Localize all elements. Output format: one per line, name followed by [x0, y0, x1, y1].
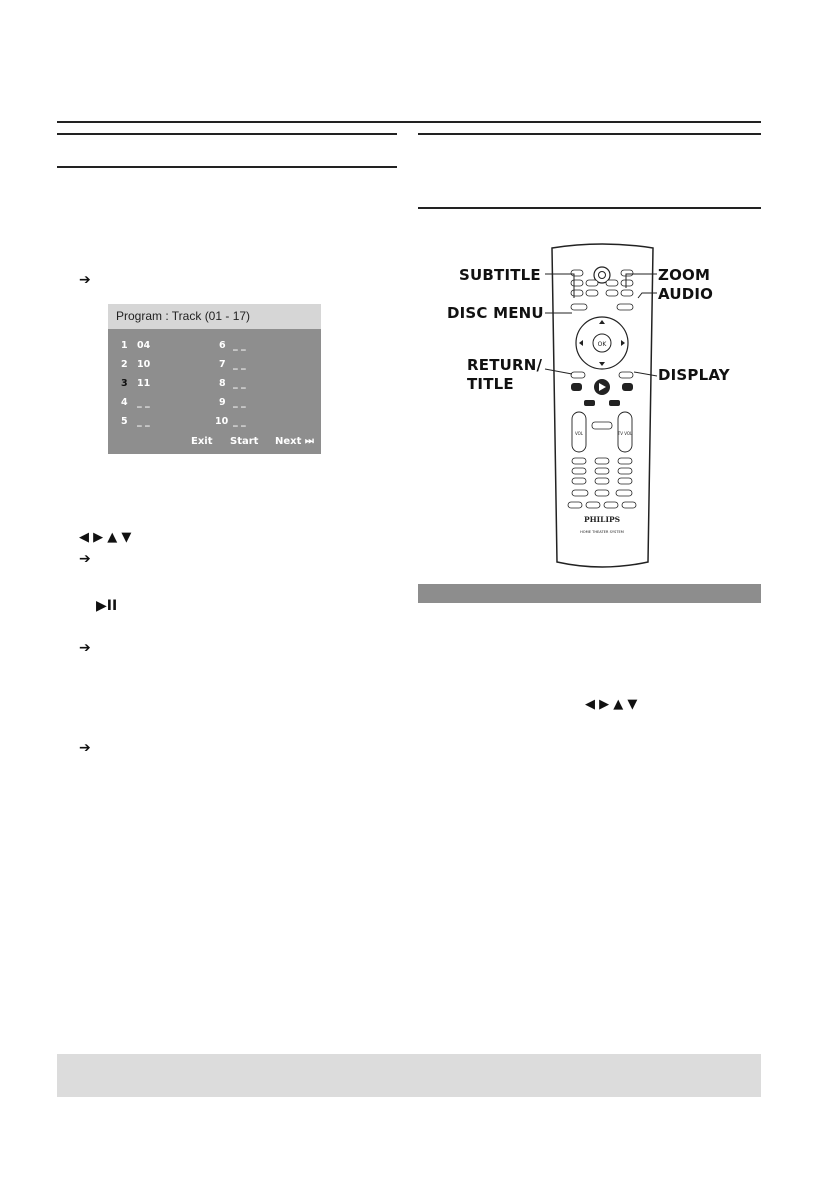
- program-slot-number: 4: [121, 397, 128, 408]
- program-screen-title: Program : Track (01 - 17): [116, 309, 251, 323]
- audio-label: AUDIO: [658, 285, 714, 303]
- left-section-rule-bottom: [57, 166, 397, 168]
- program-slot-number: 6: [219, 340, 226, 351]
- play-pause-icon: ▶II: [96, 598, 118, 614]
- callout-leader-lines: [540, 265, 665, 385]
- section-heading-bar: [418, 584, 761, 603]
- svg-text:HOME THEATER SYSTEM: HOME THEATER SYSTEM: [580, 530, 624, 534]
- program-slot-value[interactable]: _ _: [233, 397, 246, 408]
- right-section-rule-top: [418, 133, 761, 135]
- svg-text:VOL: VOL: [574, 431, 584, 436]
- start-button[interactable]: Start: [230, 436, 259, 447]
- disc-menu-label: DISC MENU: [447, 304, 544, 322]
- program-screen-header: [108, 304, 321, 329]
- program-slot-value[interactable]: _ _: [233, 416, 246, 427]
- program-slot-value[interactable]: 04: [137, 340, 151, 351]
- program-slot-value[interactable]: _ _: [137, 397, 150, 408]
- program-slot-number: 8: [219, 378, 226, 389]
- program-slot-number: 1: [121, 340, 128, 351]
- title-label: TITLE: [467, 375, 514, 393]
- arrow-icon: ➔: [79, 272, 91, 288]
- program-slot-number: 9: [219, 397, 226, 408]
- svg-text:OK: OK: [597, 341, 607, 348]
- svg-text:PHILIPS: PHILIPS: [583, 515, 621, 524]
- program-slot-value[interactable]: 11: [137, 378, 151, 389]
- program-slot-value[interactable]: _ _: [137, 416, 150, 427]
- arrow-icon: ➔: [79, 740, 91, 756]
- program-slot-value[interactable]: _ _: [233, 359, 246, 370]
- next-button[interactable]: Next ⏭: [275, 436, 314, 447]
- program-slot-number: 2: [121, 359, 128, 370]
- program-slot-number: 10: [215, 416, 229, 427]
- program-slot-value[interactable]: _ _: [233, 340, 246, 351]
- exit-button[interactable]: Exit: [191, 436, 213, 447]
- program-slot-number-selected: 3: [121, 378, 128, 389]
- arrow-icon: ➔: [79, 640, 91, 656]
- navigation-arrows-icon: ◀ ▶ ▲ ▼: [79, 530, 132, 545]
- program-slot-number: 7: [219, 359, 226, 370]
- program-slot-number: 5: [121, 416, 128, 427]
- top-rule: [57, 121, 761, 123]
- left-section-rule-top: [57, 133, 397, 135]
- program-slot-value[interactable]: 10: [137, 359, 151, 370]
- zoom-label: ZOOM: [658, 266, 711, 284]
- navigation-arrows-icon: ◀ ▶ ▲ ▼: [585, 697, 638, 712]
- display-label: DISPLAY: [658, 366, 730, 384]
- svg-text:TV VOL: TV VOL: [617, 431, 633, 436]
- arrow-icon: ➔: [79, 551, 91, 567]
- return-label: RETURN/: [467, 356, 543, 374]
- right-section-rule-bottom: [418, 207, 761, 209]
- program-slot-value[interactable]: _ _: [233, 378, 246, 389]
- subtitle-label: SUBTITLE: [459, 266, 541, 284]
- note-box: [57, 1054, 761, 1097]
